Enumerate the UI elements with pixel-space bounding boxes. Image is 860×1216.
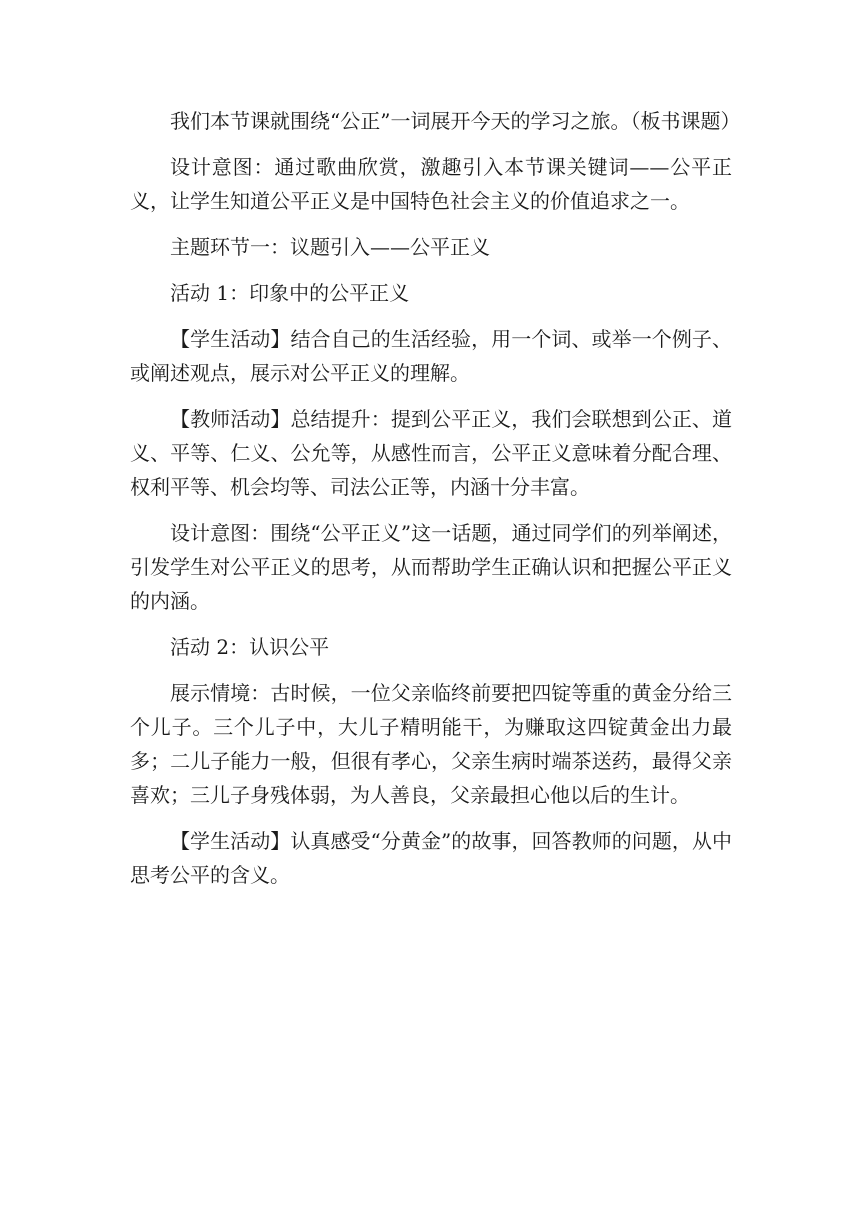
paragraph-scenario: 展示情境：古时候，一位父亲临终前要把四锭等重的黄金分给三个儿子。三个儿子中，大儿子精明能干，为赚取这四锭黄金出力最多；二儿子能力一般，但很有孝心，父亲生病时端茶送药，最得父亲喜欢；三儿子身残体弱，为人善良，父亲最担心他以后的生计。	[130, 681, 732, 807]
paragraph-design-intent-2: 设计意图：围绕“公平正义”这一话题，通过同学们的列举阐述，引发学生对公平正义的思考，从而帮助学生正确认识和把握公平正义的内涵。	[130, 521, 732, 613]
document-page	[130, 104, 741, 904]
paragraph-student-activity-2: 【学生活动】认真感受“分黄金”的故事，回答教师的问题，从中思考公平的含义。	[130, 829, 732, 887]
paragraph-activity-1-heading: 活动 1：印象中的公平正义	[170, 281, 410, 305]
paragraph-student-activity-1: 【学生活动】结合自己的生活经验，用一个词、或举一个例子、或阐述观点，展示对公平正义的理解。	[130, 327, 732, 385]
paragraph-activity-2-heading: 活动 2：认识公平	[170, 635, 330, 659]
paragraph-intro: 我们本节课就围绕“公正”一词展开今天的学习之旅。（板书课题）	[170, 109, 741, 133]
paragraph-design-intent-1: 设计意图：通过歌曲欣赏，激趣引入本节课关键词——公平正义，让学生知道公平正义是中国特色社会主义的价值追求之一。	[130, 155, 732, 213]
paragraph-section-heading: 主题环节一：议题引入——公平正义	[170, 235, 490, 259]
paragraph-teacher-activity: 【教师活动】总结提升：提到公平正义，我们会联想到公正、道义、平等、仁义、公允等，从感性而言，公平正义意味着分配合理、权利平等、机会均等、司法公正等，内涵十分丰富。	[130, 407, 732, 499]
